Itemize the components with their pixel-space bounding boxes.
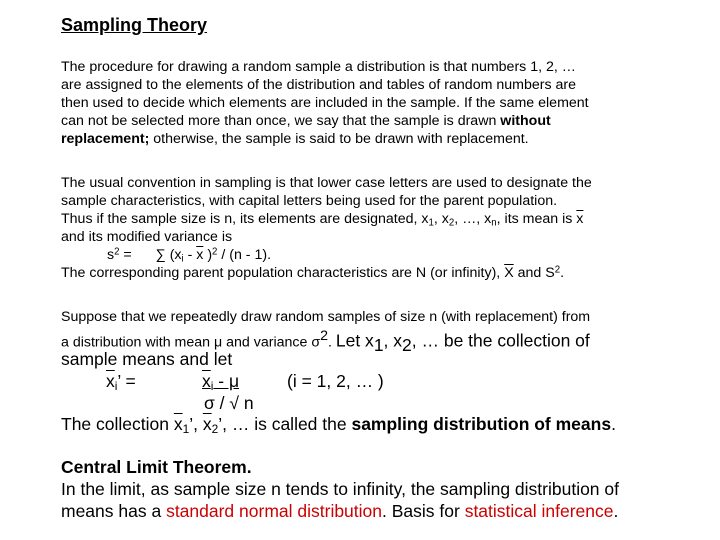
highlight-statistical-inference: statistical inference xyxy=(464,501,614,521)
mean-symbol: $\overline{x}$ xyxy=(173,414,183,434)
text-run: - xyxy=(183,247,197,263)
text-line: then used to decide which elements are included in the sample. If the same element xyxy=(61,95,589,111)
text-run: ’, xyxy=(189,414,203,434)
text-run: and variance xyxy=(222,334,312,351)
text-line: are assigned to the elements of the distribution and tables of random numbers are xyxy=(61,77,576,93)
text-run: can not be selected more than once, we say that the sample is drawn xyxy=(61,113,501,129)
text-run: ) xyxy=(203,247,213,263)
subscript: 2 xyxy=(402,334,412,355)
text-line xyxy=(61,112,589,130)
paragraph-sampling-procedure xyxy=(61,58,589,148)
text-line: sample characteristics, with capital letters being used for the parent population. xyxy=(61,193,558,209)
text-run: . Basis for xyxy=(382,501,465,521)
superscript: 2 xyxy=(114,246,120,258)
text-run: and S xyxy=(513,265,555,281)
mean-symbol: $\overline{x}$ xyxy=(106,371,115,391)
text-line xyxy=(61,130,589,148)
text-run: otherwise, the sample is said to be drawn with replacement. xyxy=(149,131,529,147)
highlight-standard-normal: standard normal distribution xyxy=(166,501,383,521)
summation: ∑ (x xyxy=(155,247,182,263)
text-run: Let x xyxy=(335,330,374,351)
clt-section xyxy=(61,456,619,522)
text-run: . xyxy=(611,414,616,434)
text-run: ’, … is called the xyxy=(218,414,352,434)
text-run: , … be the collection of xyxy=(411,330,590,351)
text-line xyxy=(61,264,592,282)
text-run: / (n - 1). xyxy=(217,247,272,263)
text-run: s xyxy=(107,247,115,263)
superscript: 2 xyxy=(554,264,561,276)
subscript: 2 xyxy=(211,421,219,436)
text-run: a distribution with mean xyxy=(61,334,214,351)
bold-term-without: without xyxy=(500,113,551,129)
subscript: n xyxy=(491,217,497,229)
subscript: 1 xyxy=(428,217,434,229)
index-range: (i = 1, 2, … ) xyxy=(287,371,384,391)
text-line: In the limit, as sample size n tends to infinity, the sampling distribution of xyxy=(61,479,620,499)
text-run: . xyxy=(327,334,336,351)
text-line: and its modified variance is xyxy=(61,229,233,245)
text-run: Thus if the sample size is n, its elements are designated, x xyxy=(61,211,429,227)
text-run: , x xyxy=(433,211,449,227)
fraction-numerator xyxy=(202,370,239,392)
subscript: i xyxy=(210,378,214,393)
mean-symbol: x xyxy=(202,371,211,391)
paragraph-notation xyxy=(61,174,592,282)
text-run: , its mean is xyxy=(496,211,577,227)
text-run: The collection xyxy=(61,414,174,434)
subscript: i xyxy=(181,253,184,265)
text-run: The corresponding parent population characteristics are N (or infinity), xyxy=(61,265,505,281)
text-run: - μ xyxy=(213,371,240,391)
sampling-distribution-line-3: sample means and let xyxy=(61,349,233,369)
subscript: 2 xyxy=(448,217,455,229)
numerator xyxy=(202,371,239,391)
superscript: 2 xyxy=(320,328,328,344)
text-run: . xyxy=(560,265,565,281)
sigma-symbol: σ xyxy=(311,334,321,351)
bold-term-sampling-distribution: sampling distribution of means xyxy=(351,414,612,434)
text-run: ’ = xyxy=(117,371,136,391)
subscript: i xyxy=(114,378,118,393)
text-run: means has a xyxy=(61,501,167,521)
text-run: = xyxy=(119,247,136,263)
subscript: 1 xyxy=(373,334,384,355)
clt-heading: Central Limit Theorem. xyxy=(61,457,252,477)
text-run: . xyxy=(613,501,619,521)
text-line: The procedure for drawing a random sample a distribution is that numbers 1, 2, … xyxy=(61,59,576,75)
bold-term-replacement: replacement; xyxy=(61,131,150,147)
mean-symbol: $\overline{x}$ xyxy=(196,247,204,263)
text-line xyxy=(61,500,619,522)
superscript: 2 xyxy=(212,246,218,258)
standardized-mean-lhs xyxy=(106,370,136,392)
text-line xyxy=(61,210,592,228)
variance-formula xyxy=(61,246,592,264)
sampling-distribution-definition xyxy=(61,413,616,435)
fraction-denominator: σ / √ n xyxy=(204,393,254,413)
mean-symbol: $\overline{x}$ xyxy=(202,414,212,434)
mean-symbol: $\overline{x}$ xyxy=(576,211,584,227)
text-run: , …, x xyxy=(454,211,492,227)
subscript: 1 xyxy=(182,421,190,436)
text-line: The usual convention in sampling is that lower case letters are used to designate the xyxy=(61,175,592,191)
text-run: , x xyxy=(383,330,403,351)
page-title: Sampling Theory xyxy=(61,15,208,35)
sampling-distribution-line-1: Suppose that we repeatedly draw random samples of size n (with replacement) from xyxy=(61,309,591,325)
population-mean-symbol: $\overline{X}$ xyxy=(504,265,514,281)
mu-symbol: μ xyxy=(214,334,223,351)
